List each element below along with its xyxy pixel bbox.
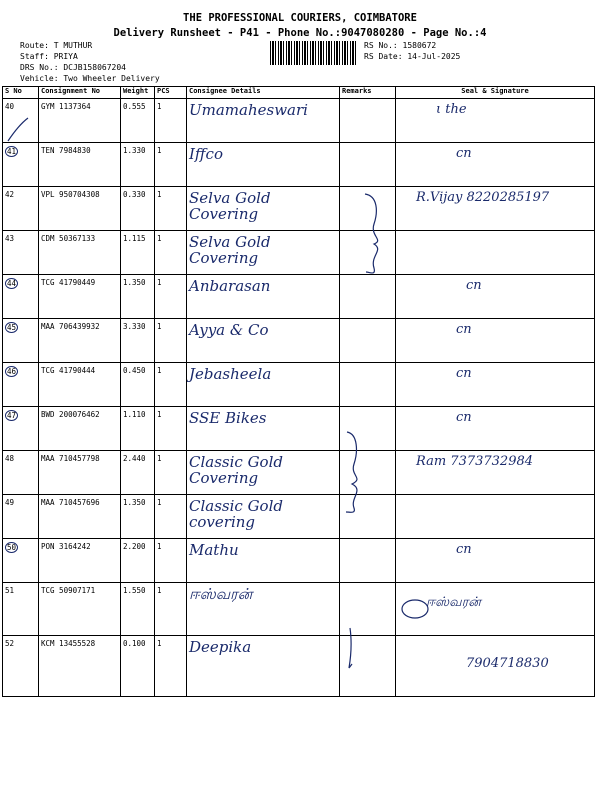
brace-mark-42-43: [365, 194, 378, 273]
pen-stroke-mark: [349, 628, 352, 668]
col-remarks: Remarks: [340, 87, 396, 99]
row-pcs: 1: [155, 495, 187, 539]
col-weight: Weight: [121, 87, 155, 99]
row-consignee: Ayya & Co: [187, 319, 340, 363]
row-consignee: Classic Gold covering: [187, 495, 340, 539]
signature-loop-mark: [402, 600, 428, 618]
row-signature: 7904718830: [396, 636, 595, 697]
row-pcs: 1: [155, 143, 187, 187]
row-sno: 49: [3, 495, 39, 539]
row-weight: 2.200: [121, 539, 155, 583]
row-pcs: 1: [155, 636, 187, 697]
vehicle-label: Vehicle: Two Wheeler Delivery: [20, 74, 160, 83]
row-consignment: KCM 13455528: [39, 636, 121, 697]
row-signature: cn: [396, 363, 595, 407]
row-weight: 2.440: [121, 451, 155, 495]
rs-number: RS No.: 1580672: [364, 41, 437, 50]
row-consignee: SSE Bikes: [187, 407, 340, 451]
brace-mark-48-49: [346, 432, 357, 512]
route-label: Route: T MUTHUR: [20, 41, 93, 50]
row-sno: 45: [3, 319, 39, 363]
row-sno: 44: [3, 275, 39, 319]
runsheet-subtitle: Delivery Runsheet - P41 - Phone No.:9047080280 - Page No.:4: [113, 27, 487, 39]
row-consignee: Deepika: [187, 636, 340, 697]
row-pcs: 1: [155, 539, 187, 583]
col-consignment: Consignment No: [39, 87, 121, 99]
row-pcs: 1: [155, 319, 187, 363]
row-sno: 46: [3, 363, 39, 407]
row-sno: 43: [3, 231, 39, 275]
row-consignment: CDM 50367133: [39, 231, 121, 275]
rs-date: RS Date: 14-Jul-2025: [364, 52, 461, 61]
row-pcs: 1: [155, 187, 187, 231]
row-consignment: TCG 50907171: [39, 583, 121, 636]
row-consignment: MAA 710457696: [39, 495, 121, 539]
row-signature: cn: [396, 319, 595, 363]
row-consignment: MAA 710457798: [39, 451, 121, 495]
row-consignee: Classic Gold Covering: [187, 451, 340, 495]
row-consignee: Mathu: [187, 539, 340, 583]
row-sno: 41: [3, 143, 39, 187]
row-pcs: 1: [155, 583, 187, 636]
row-weight: 0.330: [121, 187, 155, 231]
row-sno: 40: [3, 99, 39, 143]
row-signature: cn: [396, 143, 595, 187]
row-sno: 47: [3, 407, 39, 451]
row-consignee: Jebasheela: [187, 363, 340, 407]
row-weight: 1.330: [121, 143, 155, 187]
row-consignee: Selva Gold Covering: [187, 231, 340, 275]
staff-label: Staff: PRIYA: [20, 52, 78, 61]
row-sno: 48: [3, 451, 39, 495]
row-pcs: 1: [155, 231, 187, 275]
row-weight: 3.330: [121, 319, 155, 363]
row-consignment: BWD 200076462: [39, 407, 121, 451]
row-consignment: TEN 7984830: [39, 143, 121, 187]
tick-mark-40: [8, 118, 28, 141]
row-consignee: Iffco: [187, 143, 340, 187]
company-title: THE PROFESSIONAL COURIERS, COIMBATORE: [183, 12, 417, 24]
row-consignment: PON 3164242: [39, 539, 121, 583]
row-signature: cn: [396, 275, 595, 319]
row-consignment: TCG 41790444: [39, 363, 121, 407]
row-consignment: VPL 950704308: [39, 187, 121, 231]
row-signature: cn: [396, 407, 595, 451]
row-pcs: 1: [155, 99, 187, 143]
row-sno: 50: [3, 539, 39, 583]
row-sno: 52: [3, 636, 39, 697]
row-signature: cn: [396, 539, 595, 583]
row-weight: 0.450: [121, 363, 155, 407]
col-consignee: Consignee Details: [187, 87, 340, 99]
row-weight: 1.350: [121, 495, 155, 539]
col-pcs: PCS: [155, 87, 187, 99]
row-pcs: 1: [155, 363, 187, 407]
row-weight: 1.110: [121, 407, 155, 451]
row-consignment: GYM 1137364: [39, 99, 121, 143]
row-sno: 42: [3, 187, 39, 231]
row-consignee: ஈஸ்வரன்: [187, 583, 340, 636]
row-weight: 1.550: [121, 583, 155, 636]
row-weight: 1.115: [121, 231, 155, 275]
row-consignee: Anbarasan: [187, 275, 340, 319]
row-pcs: 1: [155, 275, 187, 319]
row-consignee: Selva Gold Covering: [187, 187, 340, 231]
row-consignment: MAA 706439932: [39, 319, 121, 363]
row-signature: ι the: [396, 99, 595, 143]
row-consignee: Umamaheswari: [187, 99, 340, 143]
row-weight: 1.350: [121, 275, 155, 319]
row-pcs: 1: [155, 407, 187, 451]
col-sno: S No: [3, 87, 39, 99]
row-sno: 51: [3, 583, 39, 636]
drs-label: DRS No.: DCJB158067204: [20, 63, 126, 72]
col-signature: Seal & Signature: [396, 87, 595, 99]
row-pcs: 1: [155, 451, 187, 495]
row-consignment: TCG 41790449: [39, 275, 121, 319]
row-weight: 0.555: [121, 99, 155, 143]
row-signature: ஈஸ்வரன்: [396, 583, 595, 636]
row-weight: 0.100: [121, 636, 155, 697]
row-signature: R.Vijay 8220285197: [396, 187, 595, 231]
row-signature: Ram 7373732984: [396, 451, 595, 495]
